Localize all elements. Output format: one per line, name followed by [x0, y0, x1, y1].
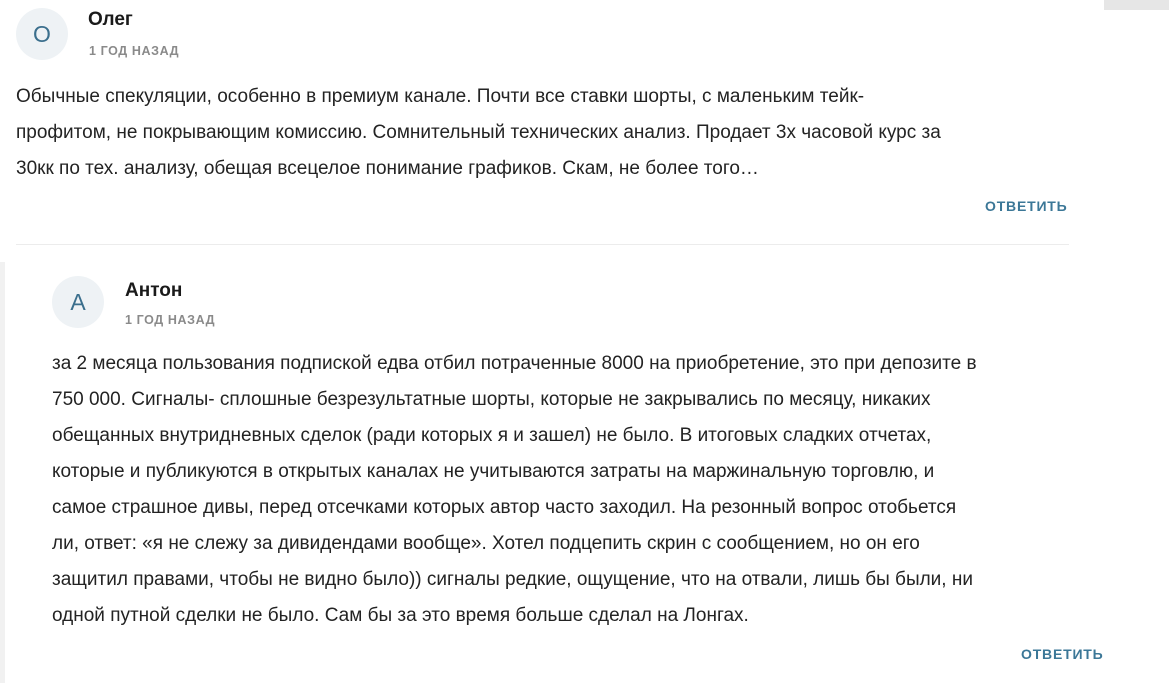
comment-timestamp: 1 ГОД НАЗАД	[89, 44, 180, 58]
comment-author: Олег	[88, 9, 133, 30]
comment-author: Антон	[125, 280, 183, 301]
comment-text: за 2 месяца пользования подпиской едва отбил потраченные 8000 на приобретение, это при депозите в 750 000. Сигналы- сплошные безрезультатные шорты, которые не закрывались по месяцу, никаких обещанных внутридневных сделок (ради которых я и зашел) не было. В итоговых сладких отчетах, которые и публикуются в открытых каналах не учитываются затраты на маржинальную торговлю, и самое страшное дивы, перед отсечками которых автор часто заходил. На резонный вопрос отобьется ли, ответ: «я не слежу за дивидендами вообще». Хотел подцепить скрин с сообщением, но он его защитил правами, чтобы не видно было)) сигналы редкие, ощущение, что на отвали, лишь бы были, ни одной путной сделки не было. Сам бы за это время больше сделал на Лонгах.	[52, 353, 977, 626]
avatar: А	[52, 276, 104, 328]
comment-timestamp: 1 ГОД НАЗАД	[125, 313, 216, 327]
comment-text: Обычные спекуляции, особенно в премиум канале. Почти все ставки шорты, с маленьким тейк-профитом, не покрывающим комиссию. Сомнительный технических анализ. Продает 3х часовой курс за 30кк по тех. анализу, обещая всецелое понимание графиков. Скам, не более того…	[16, 86, 941, 179]
reply-comment	[0, 262, 1169, 683]
thread-indent-line	[0, 262, 5, 683]
avatar: О	[16, 8, 68, 60]
reply-button[interactable]: ОТВЕТИТЬ	[985, 198, 1068, 214]
comment	[16, 0, 1069, 245]
reply-button[interactable]: ОТВЕТИТЬ	[1021, 646, 1104, 662]
scrollbar-stub[interactable]	[1104, 0, 1169, 10]
